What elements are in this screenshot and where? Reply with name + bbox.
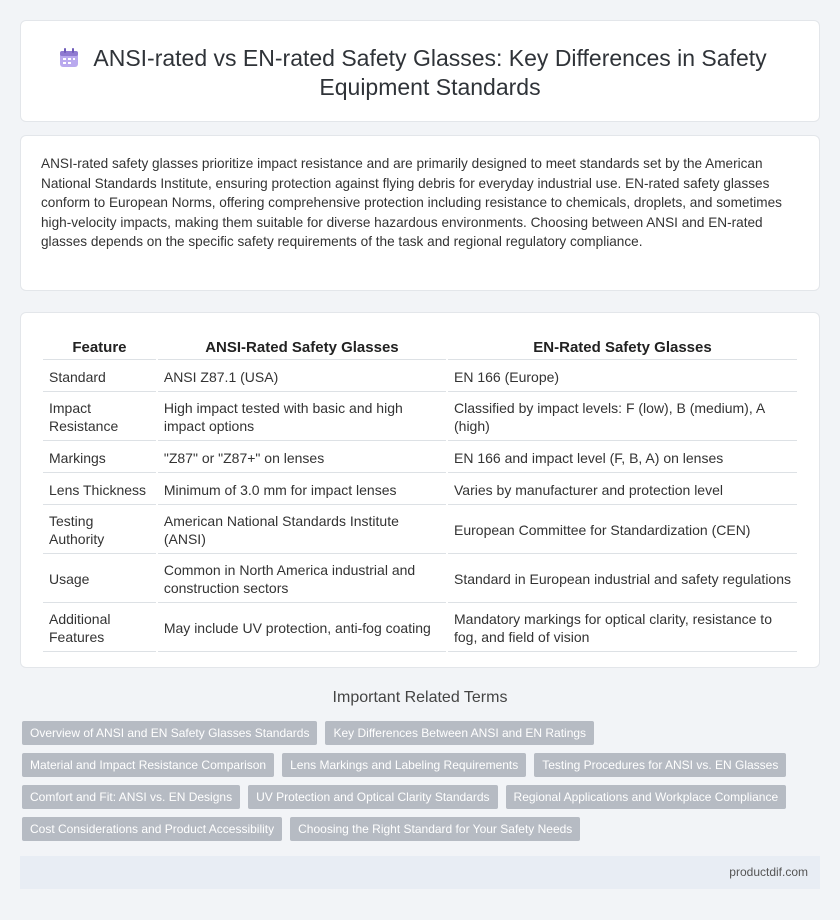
feature-cell: Testing Authority — [43, 507, 156, 554]
header-feature: Feature — [43, 335, 156, 360]
en-cell: Mandatory markings for optical clarity, resistance to fog, and field of vision — [448, 605, 797, 652]
table-row — [43, 556, 797, 603]
related-term-link[interactable]: Regional Applications and Workplace Compliance — [506, 785, 787, 809]
tag-row — [22, 721, 812, 745]
ansi-cell: Common in North America industrial and construction sectors — [158, 556, 446, 603]
table-header-row — [43, 335, 797, 360]
related-term-link[interactable]: Cost Considerations and Product Accessibility — [22, 817, 282, 841]
related-term-link[interactable]: Key Differences Between ANSI and EN Ratings — [325, 721, 594, 745]
ansi-cell: High impact tested with basic and high impact options — [158, 394, 446, 441]
en-cell: EN 166 (Europe) — [448, 362, 797, 392]
footer — [20, 856, 820, 889]
table-row — [43, 475, 797, 505]
ansi-cell: American National Standards Institute (ANSI) — [158, 507, 446, 554]
related-term-link[interactable]: Testing Procedures for ANSI vs. EN Glasses — [534, 753, 786, 777]
table-row — [43, 443, 797, 473]
table-row — [43, 605, 797, 652]
related-terms-heading: Important Related Terms — [332, 689, 508, 706]
en-cell: European Committee for Standardization (CEN) — [448, 507, 797, 554]
en-cell: Standard in European industrial and safety regulations — [448, 556, 797, 603]
en-cell: Varies by manufacturer and protection level — [448, 475, 797, 505]
footer-site: productdif.com — [729, 865, 808, 879]
comparison-card — [20, 312, 820, 668]
ansi-cell: Minimum of 3.0 mm for impact lenses — [158, 475, 446, 505]
feature-cell: Usage — [43, 556, 156, 603]
table-row — [43, 362, 797, 392]
tag-row — [22, 817, 812, 841]
related-term-link[interactable]: Choosing the Right Standard for Your Safety Needs — [290, 817, 580, 841]
title-card — [20, 20, 820, 122]
related-term-link[interactable]: Lens Markings and Labeling Requirements — [282, 753, 526, 777]
en-cell: EN 166 and impact level (F, B, A) on lenses — [448, 443, 797, 473]
table-row — [43, 394, 797, 441]
related-terms-list — [22, 721, 812, 849]
intro-card — [20, 135, 820, 291]
ansi-cell: May include UV protection, anti-fog coating — [158, 605, 446, 652]
intro-paragraph: ANSI-rated safety glasses prioritize impact resistance and are primarily designed to meet standards set by the American National Standards Institute, ensuring protection against flying debris for everyday industrial use. EN-rated safety glasses conform to European Norms, offering comprehensive protection including resistance to chemicals, droplets, and sometimes high-velocity impacts, making them suitable for diverse hazardous environments. Choosing between ANSI and EN-rated glasses depends on the specific safety requirements of the task and regional regulatory compliance. — [41, 156, 782, 250]
header-ansi: ANSI-Rated Safety Glasses — [158, 335, 446, 360]
feature-cell: Additional Features — [43, 605, 156, 652]
related-term-link[interactable]: Comfort and Fit: ANSI vs. EN Designs — [22, 785, 240, 809]
ansi-cell: ANSI Z87.1 (USA) — [158, 362, 446, 392]
feature-cell: Markings — [43, 443, 156, 473]
feature-cell: Standard — [43, 362, 156, 392]
tag-row — [22, 785, 812, 809]
related-term-link[interactable]: Material and Impact Resistance Comparison — [22, 753, 274, 777]
en-cell: Classified by impact levels: F (low), B (medium), A (high) — [448, 394, 797, 441]
related-term-link[interactable]: UV Protection and Optical Clarity Standards — [248, 785, 497, 809]
feature-cell: Impact Resistance — [43, 394, 156, 441]
tag-row — [22, 753, 812, 777]
table-row — [43, 507, 797, 554]
related-term-link[interactable]: Overview of ANSI and EN Safety Glasses Standards — [22, 721, 317, 745]
header-en: EN-Rated Safety Glasses — [448, 335, 797, 360]
page-title: ANSI-rated vs EN-rated Safety Glasses: Key Differences in Safety Equipment Standards — [93, 45, 767, 100]
comparison-table — [41, 333, 799, 654]
feature-cell: Lens Thickness — [43, 475, 156, 505]
ansi-cell: "Z87" or "Z87+" on lenses — [158, 443, 446, 473]
